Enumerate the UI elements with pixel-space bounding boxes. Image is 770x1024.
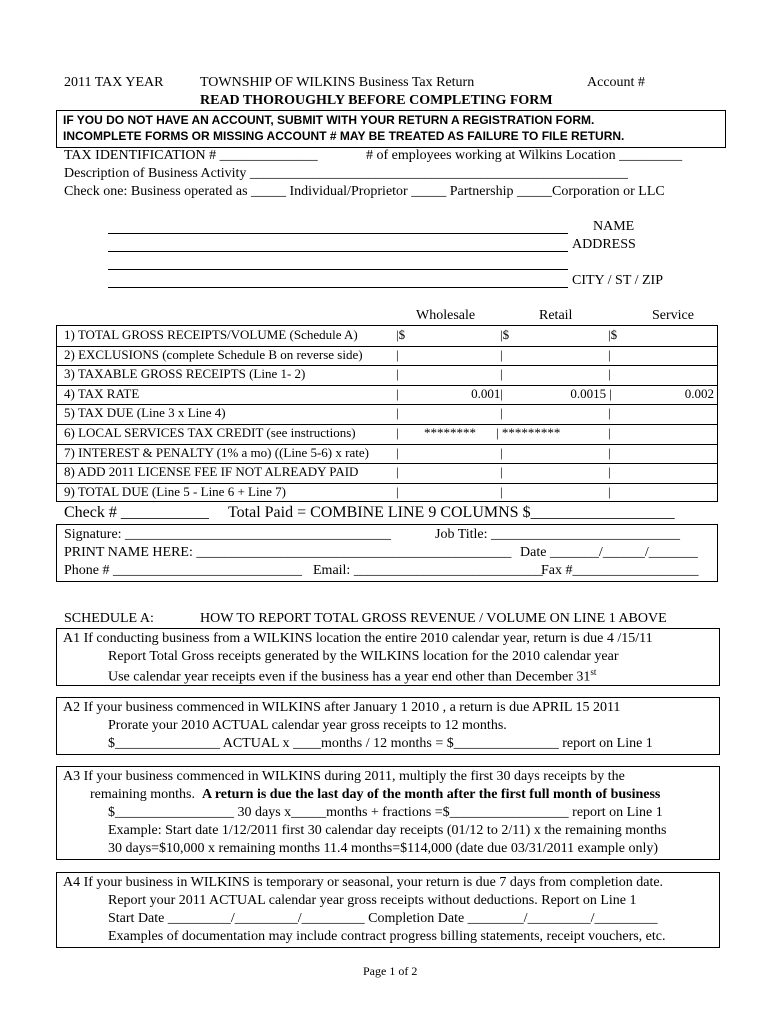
line-3-col-1[interactable]: |	[396, 366, 399, 382]
schedule-a1-box	[56, 628, 720, 686]
a2-line-2: Prorate your 2010 ACTUAL calendar year gross receipts to 12 months.	[108, 718, 507, 733]
city-line[interactable]	[108, 287, 568, 288]
form-subtitle: READ THOROUGHLY BEFORE COMPLETING FORM	[200, 93, 553, 108]
line-5-col-3[interactable]: |	[608, 405, 611, 421]
check-number-field[interactable]: Check # ___________	[64, 504, 209, 521]
column-wholesale: Wholesale	[416, 308, 476, 323]
line-9-col-3[interactable]: |	[608, 483, 611, 499]
a1-line-3: Use calendar year receipts even if the business has a year end other than December 31st	[108, 667, 597, 685]
tax-year: 2011 TAX YEAR	[64, 75, 164, 90]
line-1-col-3[interactable]: |$	[608, 327, 618, 342]
row-divider	[56, 483, 718, 484]
line-8-col-1[interactable]: |	[396, 464, 399, 480]
line-6-label: 6) LOCAL SERVICES TAX CREDIT (see instructions)	[64, 425, 356, 440]
a4-line-1: A4 If your business in WILKINS is temporary or seasonal, your return is due 7 days from completion date.	[63, 875, 664, 890]
row-divider	[56, 463, 718, 464]
schedule-a-title: HOW TO REPORT TOTAL GROSS REVENUE / VOLUME ON LINE 1 ABOVE	[200, 611, 667, 626]
schedule-a-label: SCHEDULE A:	[64, 611, 154, 626]
notice-box	[56, 110, 726, 148]
signature-box	[56, 524, 718, 582]
row-divider	[56, 424, 718, 425]
city-label: CITY / ST / ZIP	[572, 273, 664, 288]
page-number: Page 1 of 2	[363, 964, 418, 978]
line-4-label: 4) TAX RATE	[64, 385, 140, 401]
line-2-label: 2) EXCLUSIONS (complete Schedule B on reverse side)	[64, 346, 363, 362]
a4-line-2: Report your 2011 ACTUAL calendar year gross receipts without deductions. Report on Line 1	[108, 893, 637, 908]
line-8-col-3[interactable]: |	[608, 464, 611, 480]
line-7-label: 7) INTEREST & PENALTY (1% a mo) ((Line 5-6) x rate)	[64, 444, 369, 460]
line-4-col-4[interactable]: 0.002	[684, 385, 714, 401]
row-divider	[56, 444, 718, 445]
a1-line-1: A1 If conducting business from a WILKINS location the entire 2010 calendar year, return is due 4 /15/11	[63, 631, 653, 646]
form-title: TOWNSHIP OF WILKINS Business Tax Return	[200, 75, 475, 90]
line-6-col-3[interactable]: | *********	[496, 425, 561, 440]
column-retail: Retail	[539, 308, 573, 323]
line-6-col-1[interactable]: |	[396, 425, 399, 440]
line-7-col-3[interactable]: |	[608, 444, 611, 460]
name-line[interactable]	[108, 233, 568, 234]
line-6-col-4[interactable]: |	[608, 425, 611, 440]
line-4-col-3[interactable]: 0.0015 |	[570, 385, 612, 401]
address-line[interactable]	[108, 251, 568, 252]
address-label: ADDRESS	[572, 237, 636, 252]
line-1-col-2[interactable]: |$	[500, 327, 510, 342]
name-label: NAME	[593, 219, 635, 234]
date-field[interactable]: Date _______/______/_______	[520, 545, 698, 560]
schedule-a3-box	[56, 766, 720, 860]
job-title-field[interactable]: Job Title: ___________________________	[435, 527, 681, 542]
line-1-col-1[interactable]: |$	[396, 327, 406, 342]
print-name-field[interactable]: PRINT NAME HERE: _____________________________________________	[64, 545, 512, 560]
line-7-col-2[interactable]: |	[500, 444, 503, 460]
line-5-label: 5) TAX DUE (Line 3 x Line 4)	[64, 405, 226, 421]
account-number-label: Account #	[587, 75, 645, 90]
a2-line-3[interactable]: $_______________ ACTUAL x ____months / 12 months = $_______________ report on Line 1	[108, 736, 653, 751]
notice-line-2: INCOMPLETE FORMS OR MISSING ACCOUNT # MAY BE TREATED AS FAILURE TO FILE RETURN.	[63, 129, 625, 143]
a3-line-1: A3 If your business commenced in WILKINS during 2011, multiply the first 30 days receipts by the	[63, 769, 625, 784]
row-divider	[56, 404, 718, 405]
schedule-a4-box	[56, 872, 720, 948]
email-field[interactable]: Email: ___________________________	[313, 563, 543, 578]
line-9-col-2[interactable]: |	[500, 483, 503, 499]
a2-line-1: A2 If your business commenced in WILKINS after January 1 2010 , a return is due APRIL 15 2011	[63, 700, 621, 715]
notice-line-1: IF YOU DO NOT HAVE AN ACCOUNT, SUBMIT WITH YOUR RETURN A REGISTRATION FORM.	[63, 113, 595, 127]
row-divider	[56, 346, 718, 347]
line-2-col-3[interactable]: |	[608, 346, 611, 362]
address-line-2[interactable]	[108, 269, 568, 270]
line-6-col-2[interactable]: ********	[424, 425, 476, 440]
business-type-field[interactable]: Check one: Business operated as _____ Individual/Proprietor _____ Partnership _____Corporation or LLC	[64, 184, 665, 199]
line-9-label: 9) TOTAL DUE (Line 5 - Line 6 + Line 7)	[64, 483, 286, 499]
phone-field[interactable]: Phone # ___________________________	[64, 563, 302, 578]
line-3-label: 3) TAXABLE GROSS RECEIPTS (Line 1- 2)	[64, 366, 306, 382]
line-2-col-2[interactable]: |	[500, 346, 503, 362]
line-3-col-2[interactable]: |	[500, 366, 503, 382]
line-9-col-1[interactable]: |	[396, 483, 399, 499]
a1-line-2: Report Total Gross receipts generated by the WILKINS location for the 2010 calendar year	[108, 649, 619, 664]
row-divider	[56, 365, 718, 366]
a3-line-2: remaining months. A return is due the last day of the month after the first full month of business	[90, 787, 661, 802]
a1-superscript: st	[590, 667, 597, 677]
a4-line-3[interactable]: Start Date _________/_________/_________ Completion Date ________/_________/_________	[108, 911, 658, 926]
line-2-col-1[interactable]: |	[396, 346, 399, 362]
total-paid-field[interactable]: Total Paid = COMBINE LINE 9 COLUMNS $__________________	[228, 504, 675, 521]
a4-line-4: Examples of documentation may include contract progress billing statements, receipt vouchers, etc.	[108, 929, 666, 944]
line-5-col-1[interactable]: |	[396, 405, 399, 421]
line-7-col-1[interactable]: |	[396, 444, 399, 460]
line-1-label: 1) TOTAL GROSS RECEIPTS/VOLUME (Schedule A)	[64, 327, 358, 342]
a3-line-4: Example: Start date 1/12/2011 first 30 calendar day receipts (01/12 to 2/11) x the remaining months	[108, 823, 667, 838]
line-4-col-2[interactable]: 0.001|	[471, 385, 503, 401]
schedule-a2-box	[56, 697, 720, 755]
a3-line-5: 30 days=$10,000 x remaining months 11.4 months=$114,000 (date due 03/31/2011 example only)	[108, 841, 659, 856]
row-divider	[56, 385, 718, 386]
line-3-col-3[interactable]: |	[608, 366, 611, 382]
line-8-col-2[interactable]: |	[500, 464, 503, 480]
signature-field[interactable]: Signature: ______________________________________	[64, 527, 392, 542]
line-8-label: 8) ADD 2011 LICENSE FEE IF NOT ALREADY PAID	[64, 464, 359, 480]
employees-field[interactable]: # of employees working at Wilkins Location _________	[366, 148, 683, 163]
business-description-field[interactable]: Description of Business Activity ______________________________________________________	[64, 166, 628, 181]
line-5-col-2[interactable]: |	[500, 405, 503, 421]
line-4-col-1[interactable]: |	[396, 385, 399, 401]
fax-field[interactable]: Fax #__________________	[541, 563, 699, 578]
a3-line-3[interactable]: $_________________ 30 days x_____months + fractions =$_________________ report on Line 1	[108, 805, 663, 820]
tax-id-field[interactable]: TAX IDENTIFICATION # ______________	[64, 148, 318, 163]
column-service: Service	[652, 308, 694, 323]
